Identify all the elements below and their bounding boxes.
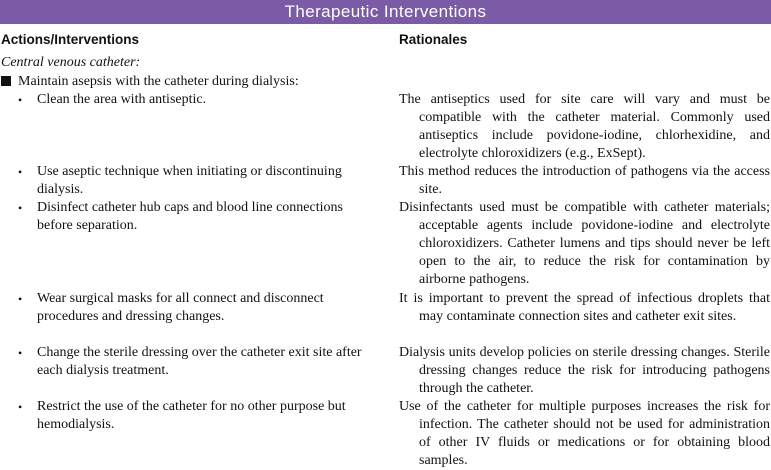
rationale-item: Dialysis units develop policies on sterile dressing changes. Sterile dressing changes reduce the risk for introducing pathogens through the catheter.: [399, 345, 770, 396]
rationales-column-header: Rationales: [399, 32, 468, 47]
action-item: Disinfect catheter hub caps and blood line connections before separation.: [37, 200, 343, 233]
actions-column-header: Actions/Interventions: [1, 32, 140, 47]
action-item: Restrict the use of the catheter for no other purpose but hemodialysis.: [37, 399, 346, 432]
bullet-icon: •: [18, 400, 23, 414]
main-action: [1, 73, 299, 91]
bullet-icon: •: [18, 201, 23, 215]
bullet-icon: •: [18, 93, 23, 107]
action-item: Change the sterile dressing over the catheter exit site after each dialysis treatment.: [37, 345, 362, 378]
action-item: Wear surgical masks for all connect and disconnect procedures and dressing changes.: [37, 291, 324, 324]
bullet-icon: •: [18, 292, 23, 306]
action-item: Clean the area with antiseptic.: [37, 92, 207, 107]
rationale-item: Disinfectants used must be compatible with catheter materials; acceptable agents include povidone-iodine and electrolyte chloroxidizers. Catheter lumens and tips should never be left open to the air, to reduce the risk for contamination by airborne pathogens.: [399, 200, 770, 287]
bullet-icon: •: [18, 346, 23, 360]
subheading: Central venous catheter:: [1, 55, 141, 70]
action-item: Use aseptic technique when initiating or discontinuing dialysis.: [37, 164, 342, 197]
main-action-text: Maintain asepsis with the catheter during dialysis:: [18, 74, 299, 89]
bullet-icon: •: [18, 165, 23, 179]
rationale-item: The antiseptics used for site care will vary and must be compatible with the catheter material. Commonly used antiseptics include povidone-iodine, chlorhexidine, and electrolyte chloroxidizers (e.g., ExSept).: [399, 92, 770, 161]
rationale-item: This method reduces the introduction of pathogens via the access site.: [399, 164, 770, 197]
rationale-item: It is important to prevent the spread of infectious droplets that may contaminate connection sites and catheter exit sites.: [399, 291, 770, 324]
square-bullet-icon: [1, 76, 11, 86]
section-banner: Therapeutic Interventions: [0, 0, 771, 24]
rationale-item: Use of the catheter for multiple purposes increases the risk for infection. The catheter should not be used for administration of other IV fluids or medications or for obtaining blood samples.: [399, 399, 770, 468]
